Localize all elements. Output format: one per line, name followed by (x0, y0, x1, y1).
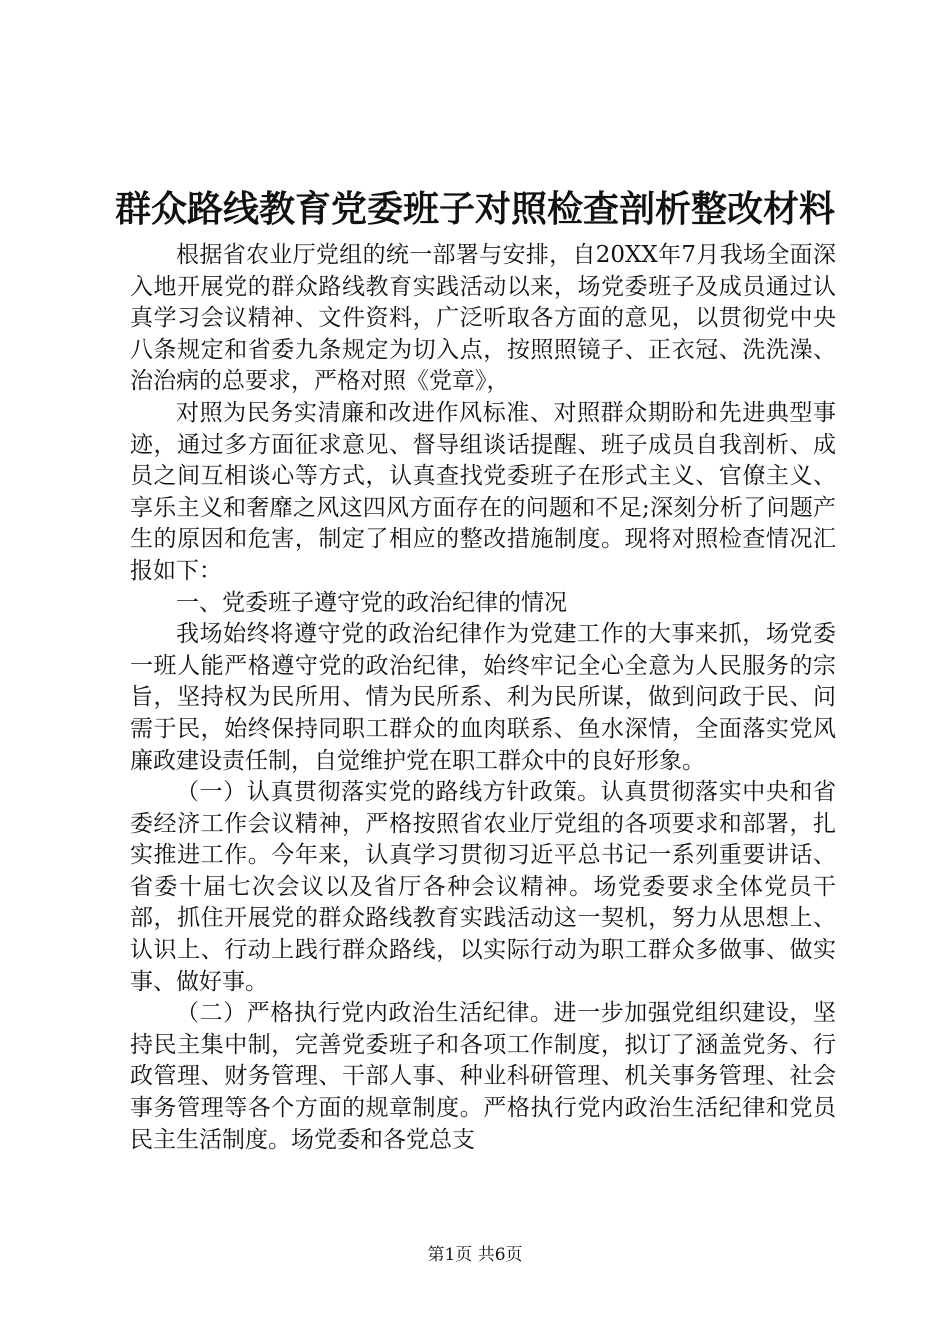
paragraph-section-1: 我场始终将遵守党的政治纪律作为党建工作的大事来抓，场党委一班人能严格遵守党的政治纪律，始终牢记全心全意为人民服务的宗旨，坚持权为民所用、情为民所系、利为民所谋，做到问政于民、问需于民，始终保持同职工群众的血肉联系、鱼水深情，全面落实党风廉政建设责任制，自觉维护党在职工群众中的良好形象。 (130, 621, 836, 774)
page-number-footer: 第1页 共6页 (427, 1245, 523, 1265)
paragraph-intro: 根据省农业厅党组的统一部署与安排，自20XX年7月我场全面深入地开展党的群众路线教育实践活动以来，场党委班子及成员通过认真学习会议精神、文件资料，广泛听取各方面的意见，以贯彻党中央八条规定和省委九条规定为切入点，按照照镜子、正衣冠、洗洗澡、治治病的总要求，严格对照《党章》， (130, 242, 836, 395)
paragraph-subsection-1: （一）认真贯彻落实党的路线方针政策。认真贯彻落实中央和省委经济工作会议精神，严格按照省农业厅党组的各项要求和部署，扎实推进工作。今年来，认真学习贯彻习近平总书记一系列重要讲话、省委十届七次会议以及省厅各种会议精神。场党委要求全体党员干部，抓住开展党的群众路线教育实践活动这一契机，努力从思想上、认识上、行动上践行群众路线，以实际行动为职工群众多做事、做实事、做好事。 (130, 779, 836, 995)
section-heading-1: 一、党委班子遵守党的政治纪律的情况 (176, 589, 567, 616)
document-body (130, 240, 836, 1156)
paragraph-subsection-2: （二）严格执行党内政治生活纪律。进一步加强党组织建设，坚持民主集中制，完善党委班子和各项工作制度，拟订了涵盖党务、行政管理、财务管理、干部人事、种业科研管理、机关事务管理、社会事务管理等各个方面的规章制度。严格执行党内政治生活纪律和党员民主生活制度。场党委和各党总支 (130, 1000, 836, 1153)
paragraph-scope: 对照为民务实清廉和改进作风标准、对照群众期盼和先进典型事迹，通过多方面征求意见、督导组谈话提醒、班子成员自我剖析、成员之间互相谈心等方式，认真查找党委班子在形式主义、官僚主义、享乐主义和奢靡之风这四风方面存在的问题和不足;深刻分析了问题产生的原因和危害，制定了相应的整改措施制度。现将对照检查情况汇报如下： (130, 399, 836, 584)
document-title: 群众路线教育党委班子对照检查剖析整改材料 (114, 188, 835, 230)
